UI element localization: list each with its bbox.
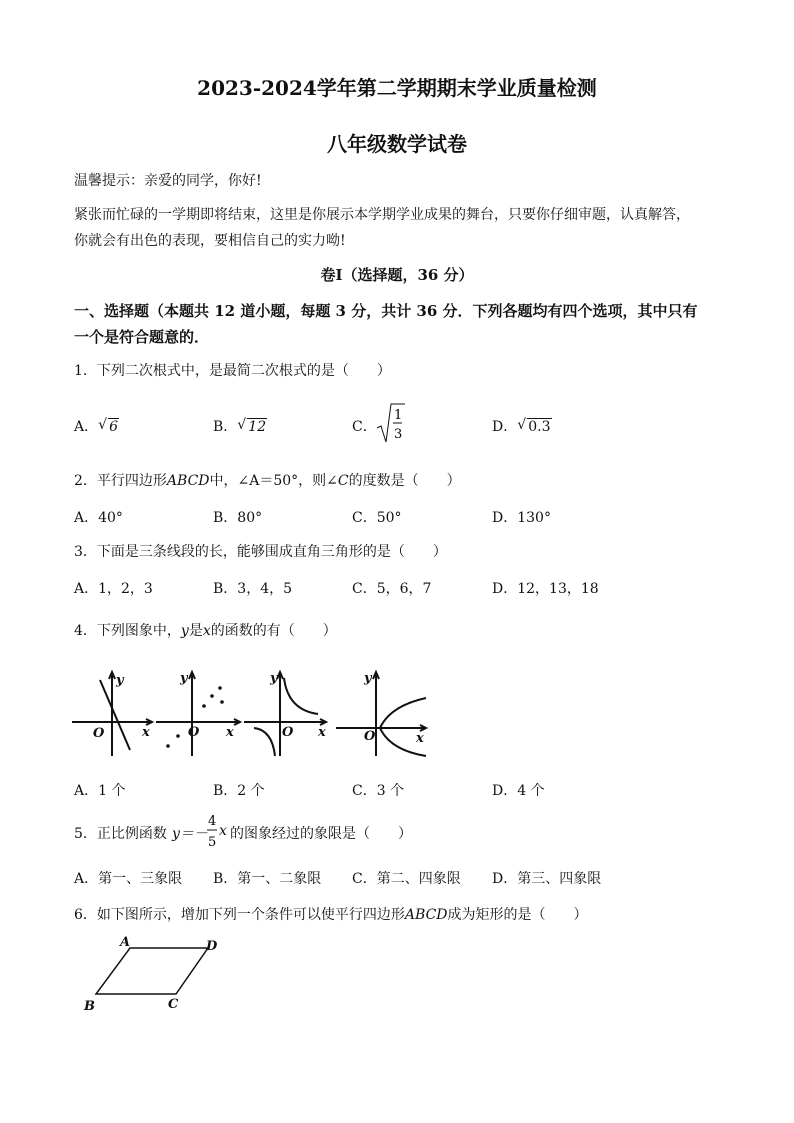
q6-stem: 6．如下图所示，增加下列一个条件可以使平行四边形ABCD成为矩形的是（ ） bbox=[74, 907, 588, 923]
vertex-d-label: D bbox=[206, 939, 218, 954]
q1-option-c-sqrt-fraction bbox=[376, 402, 406, 444]
graph3-x-label: x bbox=[318, 725, 326, 740]
q5-option-c: C．第二、四象限 bbox=[352, 871, 461, 887]
q5-frac-denominator: 5 bbox=[208, 835, 217, 850]
q4-option-a: A．1 个 bbox=[74, 783, 126, 799]
q3-stem: 3．下面是三条线段的长，能够围成直角三角形的是（ ） bbox=[74, 544, 447, 560]
q4-function-graphs bbox=[68, 668, 438, 760]
q1-option-d: D． √ 0.3 bbox=[492, 417, 551, 435]
q1-c-denominator: 3 bbox=[394, 427, 403, 442]
q4-stem: 4．下列图象中，y是x的函数的有（ ） bbox=[74, 623, 337, 639]
exam-title: 2023-2024学年第二学期期末学业质量检测 bbox=[197, 76, 597, 100]
exam-subtitle: 八年级数学试卷 bbox=[327, 132, 467, 156]
vertex-b-label: B bbox=[84, 999, 95, 1014]
graph1-x-label: x bbox=[142, 725, 150, 740]
q1-c-numerator: 1 bbox=[394, 408, 403, 423]
sqrt-symbol: √ 0.3 bbox=[517, 417, 551, 435]
section-label: 卷Ⅰ（选择题，36 分） bbox=[320, 266, 474, 284]
graph2-origin: O bbox=[188, 725, 200, 740]
section-instructions-1: 一、选择题（本题共 12 道小题，每题 3 分，共计 36 分．下列各题均有四个选项，其中只有 bbox=[74, 302, 698, 320]
graph2-x-label: x bbox=[226, 725, 234, 740]
q5-option-d: D．第三、四象限 bbox=[492, 871, 602, 887]
q2-stem: 2．平行四边形ABCD中，∠A＝50°，则∠C的度数是（ ） bbox=[74, 473, 461, 489]
q1-stem: 1．下列二次根式中，是最简二次根式的是（ ） bbox=[74, 363, 391, 379]
q1-option-c: C． bbox=[352, 419, 377, 435]
graph2-y-label: y bbox=[180, 671, 188, 686]
sqrt-symbol: √ 6 bbox=[98, 417, 119, 435]
q5-option-a: A．第一、三象限 bbox=[74, 871, 183, 887]
q5-func-lhs: y＝－ bbox=[172, 826, 208, 842]
q1-option-b: B． √ 12 bbox=[213, 417, 267, 435]
intro-line-1: 紧张而忙碌的一学期即将结束，这里是你展示本学期学业成果的舞台，只要你仔细审题，认真解答， bbox=[74, 207, 690, 223]
q5-frac-numerator: 4 bbox=[208, 814, 217, 829]
q4-option-d: D．4 个 bbox=[492, 783, 545, 799]
q2-option-d: D．130° bbox=[492, 510, 551, 526]
q4-option-b: B．2 个 bbox=[213, 783, 265, 799]
greeting-text: 温馨提示：亲爱的同学，你好! bbox=[74, 173, 262, 189]
q3-option-d: D．12，13，18 bbox=[492, 581, 599, 597]
q3-option-a: A．1，2，3 bbox=[74, 581, 153, 597]
q1-option-a: A． √ 6 bbox=[74, 417, 119, 435]
q5-fraction bbox=[206, 808, 218, 852]
q5-stem-post: 的图象经过的象限是（ ） bbox=[230, 826, 412, 842]
sqrt-symbol: √ 12 bbox=[237, 417, 267, 435]
graph3-y-label: y bbox=[270, 671, 278, 686]
section-instructions-2: 一个是符合题意的． bbox=[74, 328, 210, 346]
q5-option-b: B．第一、二象限 bbox=[213, 871, 322, 887]
q2-option-b: B．80° bbox=[213, 510, 263, 526]
q2-option-c: C．50° bbox=[352, 510, 402, 526]
q6-parallelogram-figure bbox=[80, 932, 230, 1014]
q4-option-c: C．3 个 bbox=[352, 783, 405, 799]
graph4-origin: O bbox=[364, 729, 376, 744]
vertex-c-label: C bbox=[168, 997, 179, 1012]
q5-stem-pre: 5．正比例函数 bbox=[74, 826, 167, 842]
q3-option-b: B．3，4，5 bbox=[213, 581, 293, 597]
q3-option-c: C．5，6，7 bbox=[352, 581, 432, 597]
graph1-origin: O bbox=[93, 726, 105, 741]
intro-line-2: 你就会有出色的表现，要相信自己的实力呦! bbox=[74, 233, 346, 249]
q5-func-var: x bbox=[219, 823, 227, 839]
vertex-a-label: A bbox=[120, 935, 131, 950]
graph1-y-label: y bbox=[116, 673, 124, 688]
graph4-x-label: x bbox=[416, 731, 424, 746]
q2-option-a: A．40° bbox=[74, 510, 123, 526]
graph3-origin: O bbox=[282, 725, 294, 740]
graph4-y-label: y bbox=[364, 671, 372, 686]
